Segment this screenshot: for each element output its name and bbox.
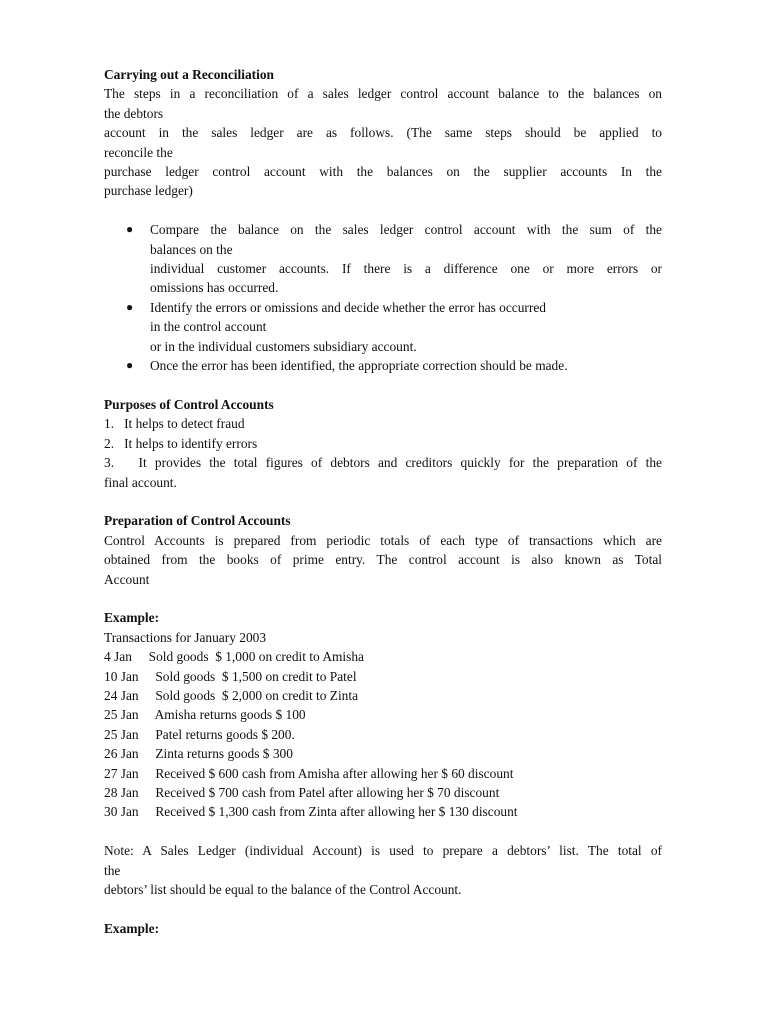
- paragraph-line: obtained from the books of prime entry. The control account is also known as Total: [104, 552, 662, 568]
- bullet-line: individual customer accounts. If there is a difference one or more errors or: [150, 261, 662, 277]
- section-heading-example: Example:: [104, 610, 160, 626]
- bullet-icon: ●: [126, 358, 134, 373]
- paragraph-line: purchase ledger control account with the balances on the supplier accounts In the: [104, 164, 662, 180]
- list-item: final account.: [104, 474, 177, 490]
- paragraph-line: the debtors: [104, 105, 164, 121]
- bullet-line: in the control account: [150, 319, 267, 335]
- bullet-item: [104, 298, 662, 356]
- paragraph-line: The steps in a reconciliation of a sales ledger control account balance to the balances on: [104, 86, 662, 102]
- bullet-line: balances on the: [150, 241, 233, 257]
- paragraph-line: Account: [104, 571, 150, 587]
- bullet-line: Identify the errors or omissions and decide whether the error has occurred: [150, 299, 546, 315]
- transaction-row: 24 Jan Sold goods $ 2,000 on credit to Zinta: [104, 687, 359, 703]
- bullet-item: [104, 220, 662, 298]
- transaction-row: 25 Jan Amisha returns goods $ 100: [104, 707, 306, 723]
- bullet-line: or in the individual customers subsidiary account.: [150, 338, 417, 354]
- section-heading-preparation: Preparation of Control Accounts: [104, 513, 291, 529]
- list-item: 1. It helps to detect fraud: [104, 416, 245, 432]
- section-heading-example-2: Example:: [104, 920, 160, 936]
- bullet-line: omissions has occurred.: [150, 280, 279, 296]
- bullet-line: Compare the balance on the sales ledger control account with the sum of the: [150, 222, 662, 238]
- paragraph-line: Control Accounts is prepared from periodic totals of each type of transactions which are: [104, 532, 662, 548]
- transaction-row: 28 Jan Received $ 700 cash from Patel after allowing her $ 70 discount: [104, 784, 500, 800]
- transaction-row: 30 Jan Received $ 1,300 cash from Zinta after allowing her $ 130 discount: [104, 804, 518, 820]
- paragraph-line: account in the sales ledger are as follows. (The same steps should be applied to: [104, 125, 662, 141]
- list-item: 2. It helps to identify errors: [104, 435, 258, 451]
- transaction-row: 27 Jan Received $ 600 cash from Amisha after allowing her $ 60 discount: [104, 765, 514, 781]
- note-line: debtors’ list should be equal to the balance of the Control Account.: [104, 881, 462, 897]
- transaction-row: 4 Jan Sold goods $ 1,000 on credit to Amisha: [104, 649, 364, 665]
- list-item: 3. It provides the total figures of debtors and creditors quickly for the preparation of the: [104, 455, 662, 471]
- bullet-icon: ●: [126, 222, 134, 237]
- section-heading-purposes: Purposes of Control Accounts: [104, 396, 274, 412]
- note-line: the: [104, 862, 121, 878]
- paragraph-line: purchase ledger): [104, 183, 193, 199]
- document-page: [104, 65, 662, 938]
- transaction-row: 25 Jan Patel returns goods $ 200.: [104, 726, 295, 742]
- bullet-line: Once the error has been identified, the appropriate correction should be made.: [150, 358, 568, 374]
- note-line: Note: A Sales Ledger (individual Account) is used to prepare a debtors’ list. The total of: [104, 843, 662, 859]
- transaction-row: 10 Jan Sold goods $ 1,500 on credit to Patel: [104, 668, 357, 684]
- bullet-item: [104, 356, 662, 375]
- bullet-icon: ●: [126, 299, 134, 314]
- transactions-intro: Transactions for January 2003: [104, 629, 267, 645]
- transaction-row: 26 Jan Zinta returns goods $ 300: [104, 746, 293, 762]
- section-heading-reconciliation: Carrying out a Reconciliation: [104, 67, 274, 82]
- paragraph-line: reconcile the: [104, 144, 173, 160]
